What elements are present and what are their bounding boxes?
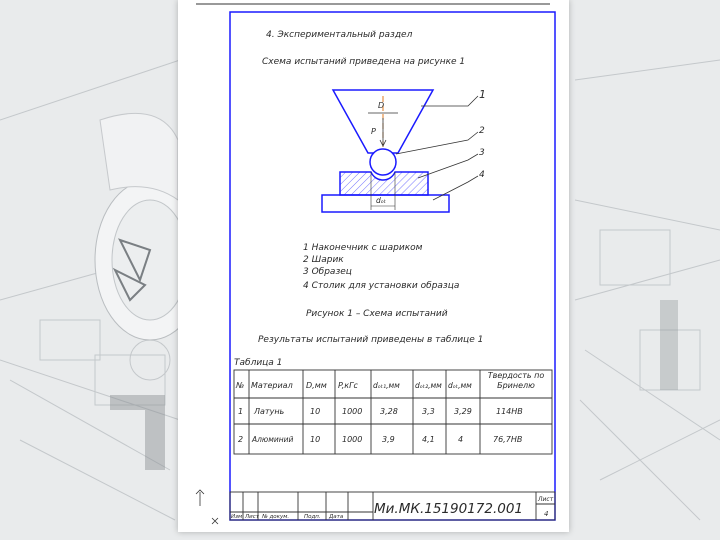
sheet-drawing — [178, 0, 569, 532]
r1-P: 1000 — [342, 407, 363, 416]
legend-item-2: 2 Шарик — [303, 255, 344, 265]
th-D: D,мм — [306, 381, 327, 390]
callout-2: 2 — [479, 126, 485, 136]
dim-d-label: dₒₜ — [376, 196, 387, 205]
section-heading: 4. Экспериментальный раздел — [266, 30, 413, 40]
r2-D: 10 — [310, 435, 321, 444]
document-code: Ми.МК.15190172.001 — [374, 501, 524, 517]
th-material: Материал — [251, 381, 293, 390]
legend-item-1: 1 Наконечник с шариком — [303, 243, 423, 253]
th-d: dₒₜ,мм — [448, 381, 472, 390]
r1-hb: 114НВ — [496, 407, 523, 416]
r2-d2: 4,1 — [422, 435, 435, 444]
dim-P-label: P — [371, 127, 376, 136]
r2-material: Алюминий — [252, 435, 294, 444]
blueprint-strip-right — [660, 300, 678, 390]
r1-d: 3,29 — [454, 407, 472, 416]
r1-num: 1 — [238, 407, 244, 416]
callout-1: 1 — [479, 88, 486, 101]
test-scheme-figure — [322, 88, 486, 212]
callout-4: 4 — [479, 170, 485, 180]
figure-title: Рисунок 1 – Схема испытаний — [306, 309, 448, 319]
dim-D-label: D — [378, 101, 385, 110]
r2-num: 2 — [238, 435, 244, 444]
tb-cell-sign: Подп. — [304, 514, 321, 520]
results-sentence: Результаты испытаний приведены в таблице 1 — [258, 335, 484, 345]
th-d1: dₒₜ₁,мм — [373, 381, 400, 390]
sheet-number: 4 — [544, 510, 549, 518]
tb-cell-izm: Изм — [231, 514, 243, 520]
th-num: № — [236, 381, 245, 390]
th-hardness-box — [481, 371, 551, 397]
r2-P: 1000 — [342, 435, 363, 444]
legend-item-4: 4 Столик для установки образца — [303, 281, 460, 291]
legend-item-3: 3 Образец — [303, 267, 352, 277]
tb-cell-date: Дата — [329, 514, 344, 520]
blueprint-strip — [110, 395, 165, 470]
leader-3 — [418, 154, 478, 178]
tb-cell-doc: № докум. — [262, 514, 290, 520]
callout-3: 3 — [479, 148, 485, 158]
margin-marks — [196, 490, 218, 524]
r1-d1: 3,28 — [380, 407, 398, 416]
tb-cell-list: Лист — [245, 514, 259, 520]
sheet-label: Лист — [538, 496, 554, 503]
th-hardness: Твердость по Бринелю — [487, 371, 545, 390]
document-sheet — [178, 0, 569, 532]
th-d2: dₒₜ₂,мм — [415, 381, 442, 390]
leader-4 — [433, 176, 478, 200]
r2-d: 4 — [458, 435, 464, 444]
r1-material: Латунь — [254, 407, 285, 416]
table-title: Таблица 1 — [234, 358, 283, 368]
ball — [370, 149, 396, 175]
r2-d1: 3,9 — [382, 435, 395, 444]
r1-d2: 3,3 — [422, 407, 435, 416]
th-P: P,кГс — [338, 381, 358, 390]
scheme-caption: Схема испытаний приведена на рисунке 1 — [262, 57, 466, 67]
r1-D: 10 — [310, 407, 321, 416]
r2-hb: 76,7НВ — [493, 435, 523, 444]
